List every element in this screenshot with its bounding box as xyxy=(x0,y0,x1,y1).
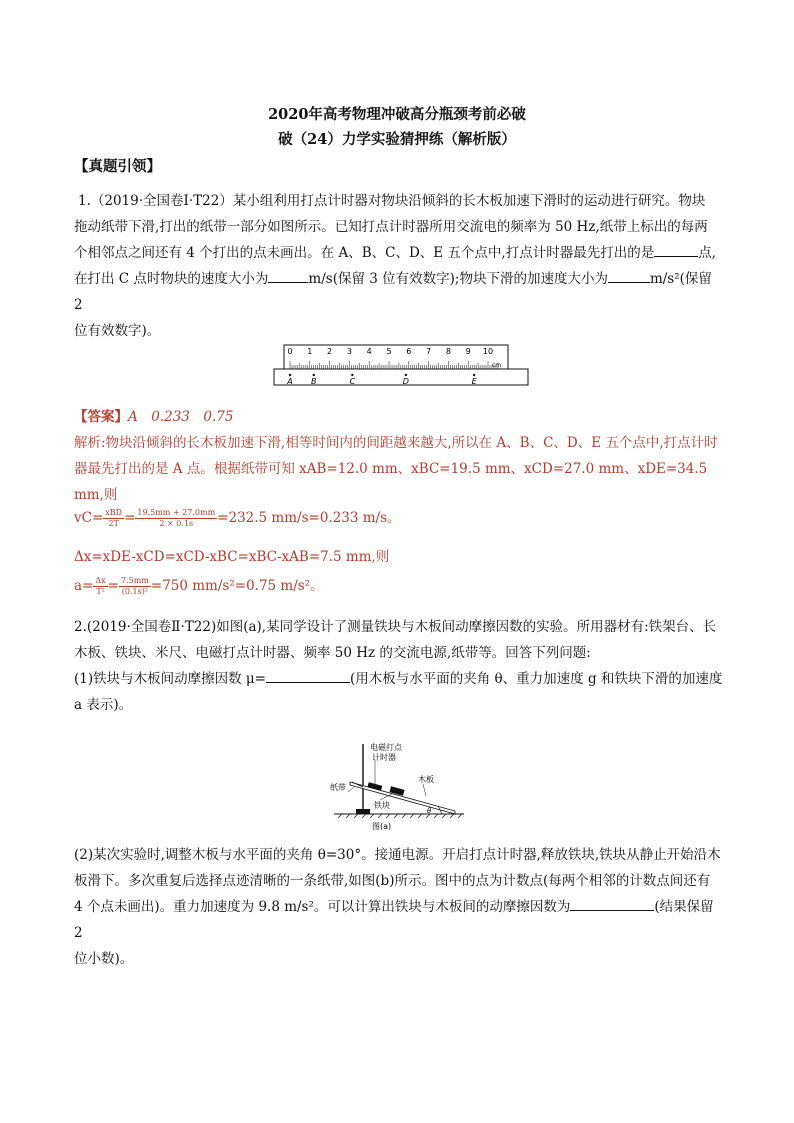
tape-point xyxy=(473,374,475,376)
angle-label: θ xyxy=(427,807,432,815)
question-2 xyxy=(74,614,724,718)
tape-point-label: A xyxy=(287,377,293,386)
ruler-unit-label: cm xyxy=(492,362,502,369)
tape-point-label: E xyxy=(471,377,477,386)
figure-a-caption: 图(a) xyxy=(372,822,392,831)
equation-a: a= $\frac{\Delta x}{\text{T²}}$ = $\frac{7.5mm}{\text{(0.1s)²}}$ =750 mm/s²=0.75 m/s²。 xyxy=(74,576,324,596)
answer-1 xyxy=(74,404,724,508)
ground-hatch xyxy=(338,814,462,818)
question-2-part-2 xyxy=(74,842,724,972)
timer-label: 电磁打点 xyxy=(370,743,402,752)
ruler-tick-label: 4 xyxy=(366,347,372,356)
answer-value: A 0.233 0.75 xyxy=(128,409,234,425)
answer-1-line xyxy=(74,404,724,430)
ruler-tick-label: 6 xyxy=(406,347,412,356)
q1-line-4: 在打出 C 点时物块的速度大小为 m/s(保留 3 位有效数字);物块下滑的加速度大小为 m/s²(保留 2 xyxy=(74,266,724,318)
ruler-tick-label: 5 xyxy=(386,347,392,356)
ruler-tick-label: 0 xyxy=(287,347,293,356)
q2-line-5: (2)某次实验时,调整木板与水平面的夹角 θ=30°。接通电源。开启打点计时器,释放铁块,铁块从静止开始沿木 xyxy=(74,847,721,863)
tape-point xyxy=(289,374,291,376)
q2-line-4: a 表示)。 xyxy=(74,697,133,713)
ruler-tick-label: 8 xyxy=(445,347,451,356)
tape-point xyxy=(313,374,315,376)
answer-blank-mu xyxy=(266,667,350,683)
incline-apparatus-figure xyxy=(330,738,470,832)
tape-point xyxy=(405,374,407,376)
iron-stand-base xyxy=(356,809,370,814)
equation-vc: vC= $\frac{\text{xBD}}{2T}$ = $\frac{19.5mm + 27.0mm}{2 \times 0.1s}$ =232.5 mm/s=0.233 m/s。 xyxy=(74,508,401,528)
answer-blank-1 xyxy=(654,241,698,257)
tape-point-label: B xyxy=(311,377,317,386)
q1-line-1: 1.（2019·全国卷Ⅰ·T22）某小组利用打点计时器对物块沿倾斜的长木板加速下滑时的运动进行研究。物块 xyxy=(78,193,706,209)
ruler-tick-label: 3 xyxy=(346,347,352,356)
q1-line-5: 位有效数字)。 xyxy=(74,323,161,339)
analysis-line-1: 解析:物块沿倾斜的长木板加速下滑,相等时间内的间距越来越大,所以在 A、B、C、D、E 五个点中,打点计时 xyxy=(74,435,718,451)
ruler-tick-label: 1 xyxy=(307,347,313,356)
answer-blank-2 xyxy=(268,267,308,283)
board-label: 木板 xyxy=(418,775,434,784)
q2-line-2: 木板、铁块、米尺、电磁打点计时器、频率 50 Hz 的交流电源,纸带等。回答下列问题: xyxy=(74,645,591,661)
q2-line-6: 板滑下。多次重复后选择点迹清晰的一条纸带,如图(b)所示。图中的点为计数点(每两个相邻的计数点间还有 xyxy=(74,873,711,889)
document-subtitle: 破（24）力学实验猜押练（解析版） xyxy=(278,131,516,148)
q1-line-3: 个相邻点之间还有 4 个打出的点未画出。在 A、B、C、D、E 五个点中,打点计时器最先打出的是 点, xyxy=(74,240,724,266)
question-1 xyxy=(74,188,724,344)
tape-point-label: D xyxy=(402,377,409,386)
block-label: 铁块 xyxy=(374,801,390,810)
tape-point-label: C xyxy=(349,377,356,386)
q2-line-3: (1)铁块与木板间动摩擦因数 μ= (用木板与水平面的夹角 θ、重力加速度 g 和铁块下滑的加速度 xyxy=(74,666,724,692)
timer-label-2: 计时器 xyxy=(372,753,396,762)
ruler-tick-label: 2 xyxy=(327,347,333,356)
tape-label: 纸带 xyxy=(330,783,346,792)
answer-blank-friction xyxy=(570,895,654,911)
section-label: 【真题引领】 xyxy=(74,158,161,175)
document-title: 2020年高考物理冲破高分瓶颈考前必破 xyxy=(268,106,526,123)
q2-line-7: 4 个点未画出)。重力加速度为 9.8 m/s²。可以计算出铁块与木板间的动摩擦因数为 (结果保留 2 xyxy=(74,894,724,946)
paper-tape-ruler-figure xyxy=(272,343,530,393)
ruler-tick-label: 10 xyxy=(482,347,494,356)
ruler-tick-label: 7 xyxy=(426,347,432,356)
q2-line-1: 2.(2019·全国卷Ⅱ·T22)如图(a),某同学设计了测量铁块与木板间动摩擦因数的实验。所用器材有:铁架台、长 xyxy=(74,619,717,635)
equation-delta-x: Δx=xDE-xCD=xCD-xBC=xBC-xAB=7.5 mm,则 xyxy=(74,549,390,565)
tape-point xyxy=(351,374,353,376)
answer-blank-3 xyxy=(608,267,650,283)
q2-line-8: 位小数)。 xyxy=(74,951,134,967)
ruler-tick-label: 9 xyxy=(465,347,471,356)
q1-line-2: 拖动纸带下滑,打出的纸带一部分如图所示。已知打点计时器所用交流电的频率为 50 Hz,纸带上标出的每两 xyxy=(74,219,708,235)
answer-label: 【答案】 xyxy=(74,409,128,425)
analysis-line-2: 器最先打出的是 A 点。根据纸带可知 xAB=12.0 mm、xBC=19.5 mm、xCD=27.0 mm、xDE=34.5 mm,则 xyxy=(74,461,708,503)
